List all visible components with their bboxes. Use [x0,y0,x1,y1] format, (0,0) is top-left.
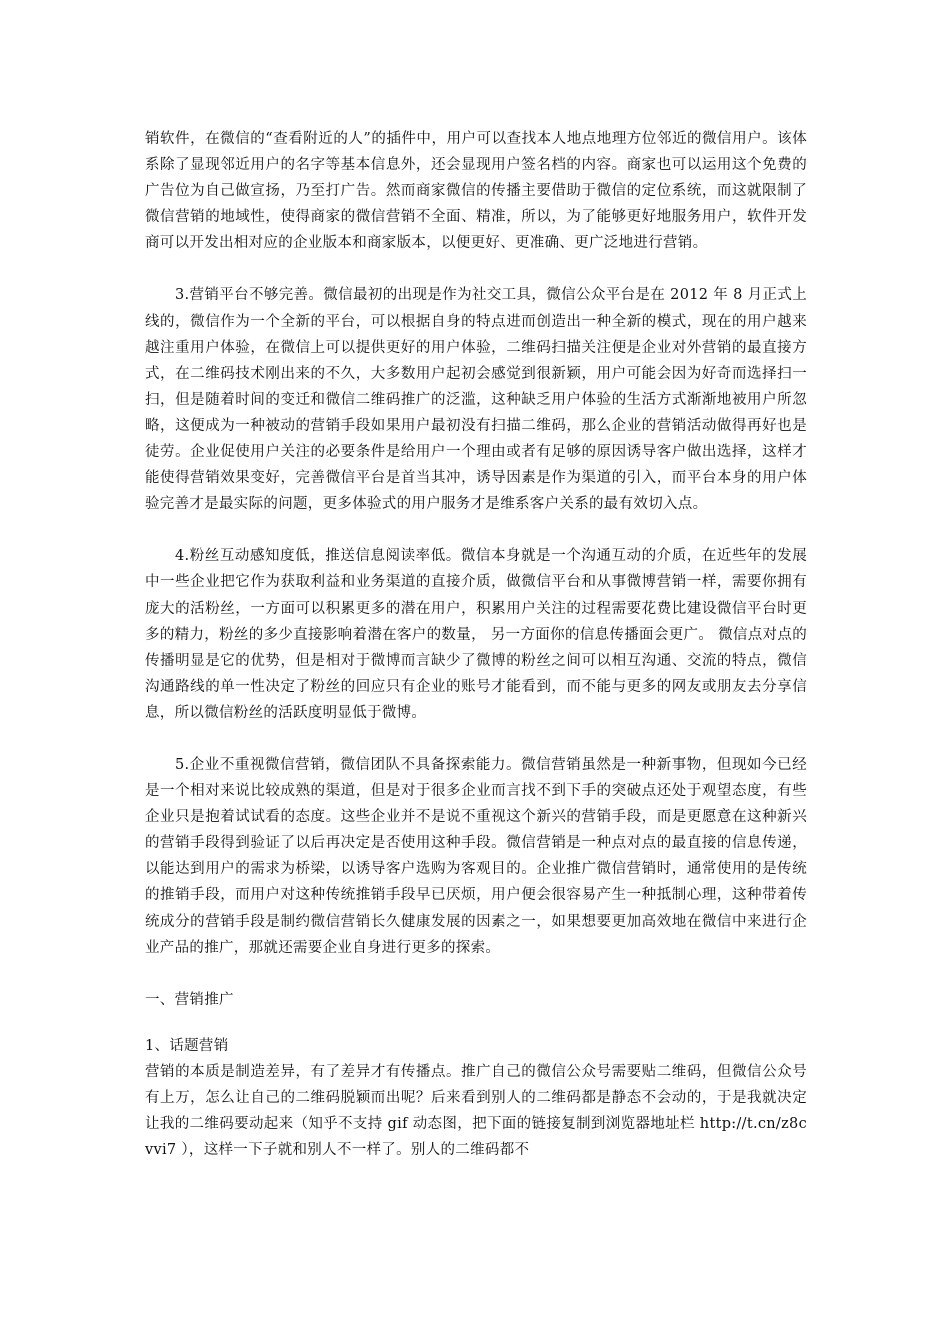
subsection-heading: 1、话题营销 [145,1037,229,1054]
paragraph-gap [145,517,807,543]
paragraph-point-4: 4.粉丝互动感知度低，推送信息阅读率低。微信本身就是一个沟通互动的介质，在近些年的发展中一些企业把它作为获取利益和业务渠道的直接介质，做微信平台和从事微博营销一样，需要你拥有庞大的活粉丝，一方面可以积累更多的潜在用户，积累用户关注的过程需要花费比建设微信平台时更多的精力，粉丝的多少直接影响着潜在客户的数量， 另一方面你的信息传播面会更广。 微信点对点的传播明显是它的优势，但是相对于微博而言缺少了微博的粉丝之间可以相互沟通、交流的特点，微信沟通路线的单一性决定了粉丝的回应只有企业的账号才能看到，而不能与更多的网友或朋友去分享信息，所以微信粉丝的活跃度明显低于微博。 [145,548,807,721]
paragraph-intro: 销软件，在微信的“查看附近的人”的插件中，用户可以查找本人地点地理方位邻近的微信用户。该体系除了显现邻近用户的名字等基本信息外，还会显现用户签名档的内容。商家也可以运用这个免费的广告位为自己做宣扬，乃至打广告。然而商家微信的传播主要借助于微信的定位系统，而这就限制了微信营销的地域性，使得商家的微信营销不全面、精准，所以，为了能够更好地服务用户，软件开发商可以开发出相对应的企业版本和商家版本，以便更好、更准确、更广泛地进行营销。 [145,131,807,252]
paragraph-gap [145,1013,807,1033]
section-heading: 一、营销推广 [145,991,234,1008]
paragraph-point-3: 3.营销平台不够完善。微信最初的出现是作为社交工具，微信公众平台是在 2012 年 8 月正式上线的，微信作为一个全新的平台，可以根据自身的特点进而创造出一种全新的模式，现在的用户越来越注重用户体验，在微信上可以提供更好的用户体验，二维码扫描关注便是企业对外营销的最直接方式，在二维码技术刚出来的不久，大多数用户起初会感觉到很新颖，用户可能会因为好奇而选择扫一扫，但是随着时间的变迁和微信二维码推广的泛滥，这种缺乏用户体验的生活方式渐渐地被用户所忽略，这便成为一种被动的营销手段如果用户最初没有扫描二维码，那么企业的营销活动做得再好也是徒劳。企业促使用户关注的必要条件是给用户一个理由或者有足够的原因诱导客户做出选择，这样才能使得营销效果变好，完善微信平台是首当其冲，诱导因素是作为渠道的引入，而平台本身的用户体验完善才是最实际的问题，更多体验式的用户服务才是维系客户关系的最有效切入点。 [145,287,807,513]
paragraph-gap [145,961,807,987]
document-body [145,126,807,1163]
paragraph-point-5: 5.企业不重视微信营销，微信团队不具备探索能力。微信营销虽然是一种新事物，但现如今已经是一个相对来说比较成熟的渠道，但是对于很多企业而言找不到下手的突破点还处于观望态度，有些企业只是抱着试试看的态度。这些企业并不是说不重视这个新兴的营销手段，而是更愿意在这种新兴的营销手段得到验证了以后再决定是否使用这种手段。微信营销是一种点对点的最直接的信息传递，以能达到用户的需求为桥梁，以诱导客户选购为客观目的。企业推广微信营销时，通常使用的是传统的推销手段，而用户对这种传统推销手段早已厌烦，用户便会很容易产生一种抵制心理，这种带着传统成分的营销手段是制约微信营销长久健康发展的因素之一，如果想要更加高效地在微信中来进行企业产品的推广，那就还需要企业自身进行更多的探索。 [145,756,807,956]
paragraph-gap [145,726,807,752]
paragraph-topic-marketing: 营销的本质是制造差异，有了差异才有传播点。推广自己的微信公众号需要贴二维码，但微信公众号有上万，怎么让自己的二维码脱颖而出呢？后来看到别人的二维码都是静态不会动的，于是我就决定让我的二维码要动起来（知乎不支持 gif 动态图，把下面的链接复制到浏览器地址栏 http://t.cn/z8cvvi7 ），这样一下子就和别人不一样了。别人的二维码都不 [145,1063,807,1159]
paragraph-gap [145,256,807,282]
